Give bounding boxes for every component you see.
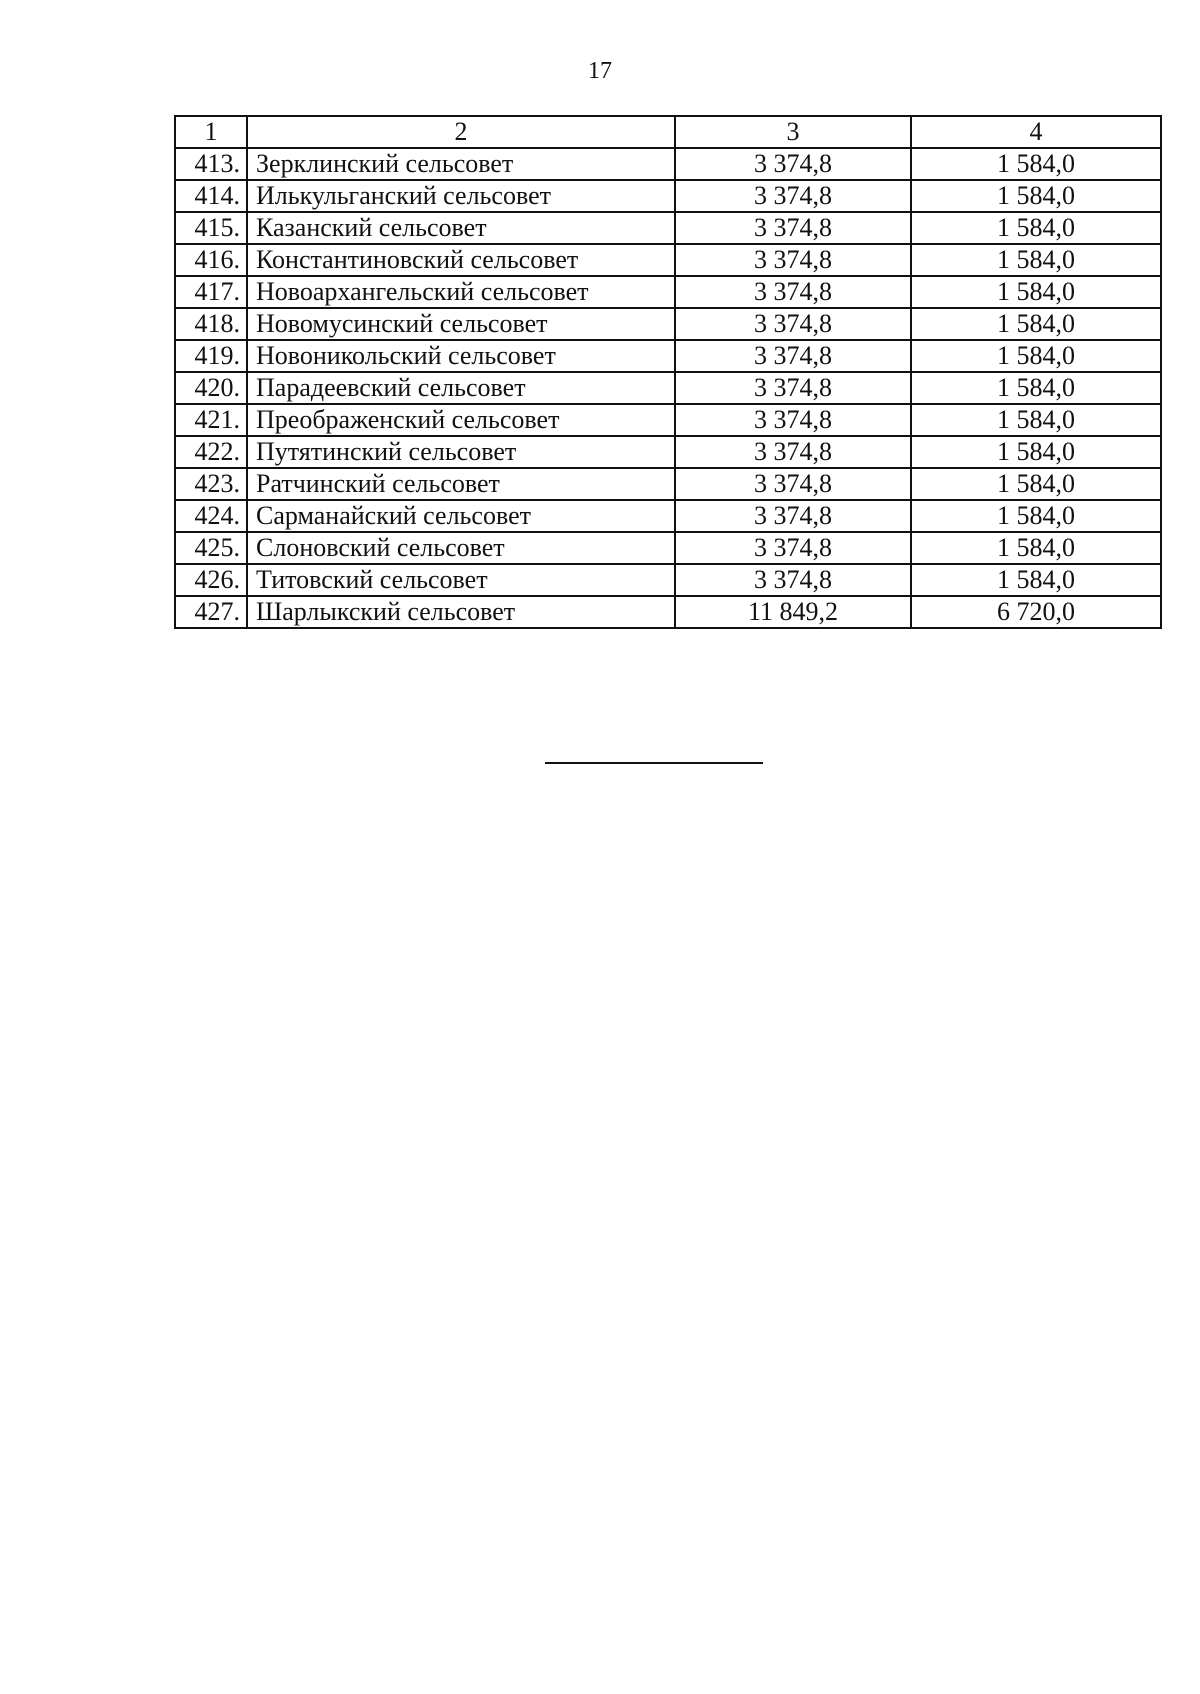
column-3-value-cell: 3 374,8 <box>675 468 911 500</box>
municipality-name-cell: Путятинский сельсовет <box>247 436 675 468</box>
row-number-cell: 425. <box>175 532 247 564</box>
table-row <box>175 212 1161 244</box>
column-3-value-cell: 3 374,8 <box>675 244 911 276</box>
column-3-value-cell: 3 374,8 <box>675 308 911 340</box>
row-number-cell: 418. <box>175 308 247 340</box>
row-number-cell: 427. <box>175 596 247 628</box>
end-of-table-rule <box>545 762 763 764</box>
municipality-name-cell: Зерклинский сельсовет <box>247 148 675 180</box>
municipality-name-cell: Парадеевский сельсовет <box>247 372 675 404</box>
column-4-value-cell: 1 584,0 <box>911 148 1161 180</box>
row-number-cell: 413. <box>175 148 247 180</box>
row-number-cell: 426. <box>175 564 247 596</box>
column-4-value-cell: 1 584,0 <box>911 436 1161 468</box>
column-3-value-cell: 3 374,8 <box>675 212 911 244</box>
table-header-row <box>175 116 1161 148</box>
table-row <box>175 564 1161 596</box>
municipality-name-cell: Титовский сельсовет <box>247 564 675 596</box>
column-4-value-cell: 1 584,0 <box>911 180 1161 212</box>
column-4-value-cell: 1 584,0 <box>911 532 1161 564</box>
row-number-cell: 420. <box>175 372 247 404</box>
column-header-4: 4 <box>911 116 1161 148</box>
municipality-name-cell: Шарлыкский сельсовет <box>247 596 675 628</box>
column-header-2: 2 <box>247 116 675 148</box>
column-4-value-cell: 1 584,0 <box>911 500 1161 532</box>
column-4-value-cell: 1 584,0 <box>911 564 1161 596</box>
column-3-value-cell: 3 374,8 <box>675 340 911 372</box>
table-row <box>175 276 1161 308</box>
table-row <box>175 532 1161 564</box>
row-number-cell: 419. <box>175 340 247 372</box>
column-3-value-cell: 3 374,8 <box>675 564 911 596</box>
municipality-name-cell: Ратчинский сельсовет <box>247 468 675 500</box>
column-4-value-cell: 1 584,0 <box>911 404 1161 436</box>
column-4-value-cell: 1 584,0 <box>911 468 1161 500</box>
table-row <box>175 468 1161 500</box>
table-row <box>175 404 1161 436</box>
column-3-value-cell: 3 374,8 <box>675 500 911 532</box>
municipality-name-cell: Слоновский сельсовет <box>247 532 675 564</box>
municipality-name-cell: Новомусинский сельсовет <box>247 308 675 340</box>
column-4-value-cell: 1 584,0 <box>911 244 1161 276</box>
column-4-value-cell: 1 584,0 <box>911 212 1161 244</box>
column-header-3: 3 <box>675 116 911 148</box>
municipality-name-cell: Новоникольский сельсовет <box>247 340 675 372</box>
column-header-1: 1 <box>175 116 247 148</box>
table-row <box>175 180 1161 212</box>
table-row <box>175 244 1161 276</box>
column-3-value-cell: 11 849,2 <box>675 596 911 628</box>
column-4-value-cell: 1 584,0 <box>911 308 1161 340</box>
municipality-name-cell: Сарманайский сельсовет <box>247 500 675 532</box>
row-number-cell: 415. <box>175 212 247 244</box>
table-row <box>175 308 1161 340</box>
row-number-cell: 421. <box>175 404 247 436</box>
column-3-value-cell: 3 374,8 <box>675 276 911 308</box>
table-row <box>175 372 1161 404</box>
page-number: 17 <box>588 58 612 84</box>
row-number-cell: 416. <box>175 244 247 276</box>
table-row <box>175 500 1161 532</box>
column-4-value-cell: 1 584,0 <box>911 340 1161 372</box>
column-3-value-cell: 3 374,8 <box>675 532 911 564</box>
municipality-name-cell: Новоархангельский сельсовет <box>247 276 675 308</box>
row-number-cell: 417. <box>175 276 247 308</box>
column-3-value-cell: 3 374,8 <box>675 404 911 436</box>
municipality-name-cell: Казанский сельсовет <box>247 212 675 244</box>
data-table <box>174 115 1162 629</box>
row-number-cell: 422. <box>175 436 247 468</box>
municipality-name-cell: Преображенский сельсовет <box>247 404 675 436</box>
column-3-value-cell: 3 374,8 <box>675 180 911 212</box>
table-row <box>175 340 1161 372</box>
table-row <box>175 436 1161 468</box>
column-3-value-cell: 3 374,8 <box>675 436 911 468</box>
column-4-value-cell: 1 584,0 <box>911 372 1161 404</box>
table-body <box>175 116 1161 628</box>
row-number-cell: 424. <box>175 500 247 532</box>
table-row <box>175 148 1161 180</box>
row-number-cell: 414. <box>175 180 247 212</box>
municipality-name-cell: Илькульганский сельсовет <box>247 180 675 212</box>
column-3-value-cell: 3 374,8 <box>675 372 911 404</box>
column-3-value-cell: 3 374,8 <box>675 148 911 180</box>
row-number-cell: 423. <box>175 468 247 500</box>
municipality-name-cell: Константиновский сельсовет <box>247 244 675 276</box>
table-row <box>175 596 1161 628</box>
column-4-value-cell: 1 584,0 <box>911 276 1161 308</box>
column-4-value-cell: 6 720,0 <box>911 596 1161 628</box>
